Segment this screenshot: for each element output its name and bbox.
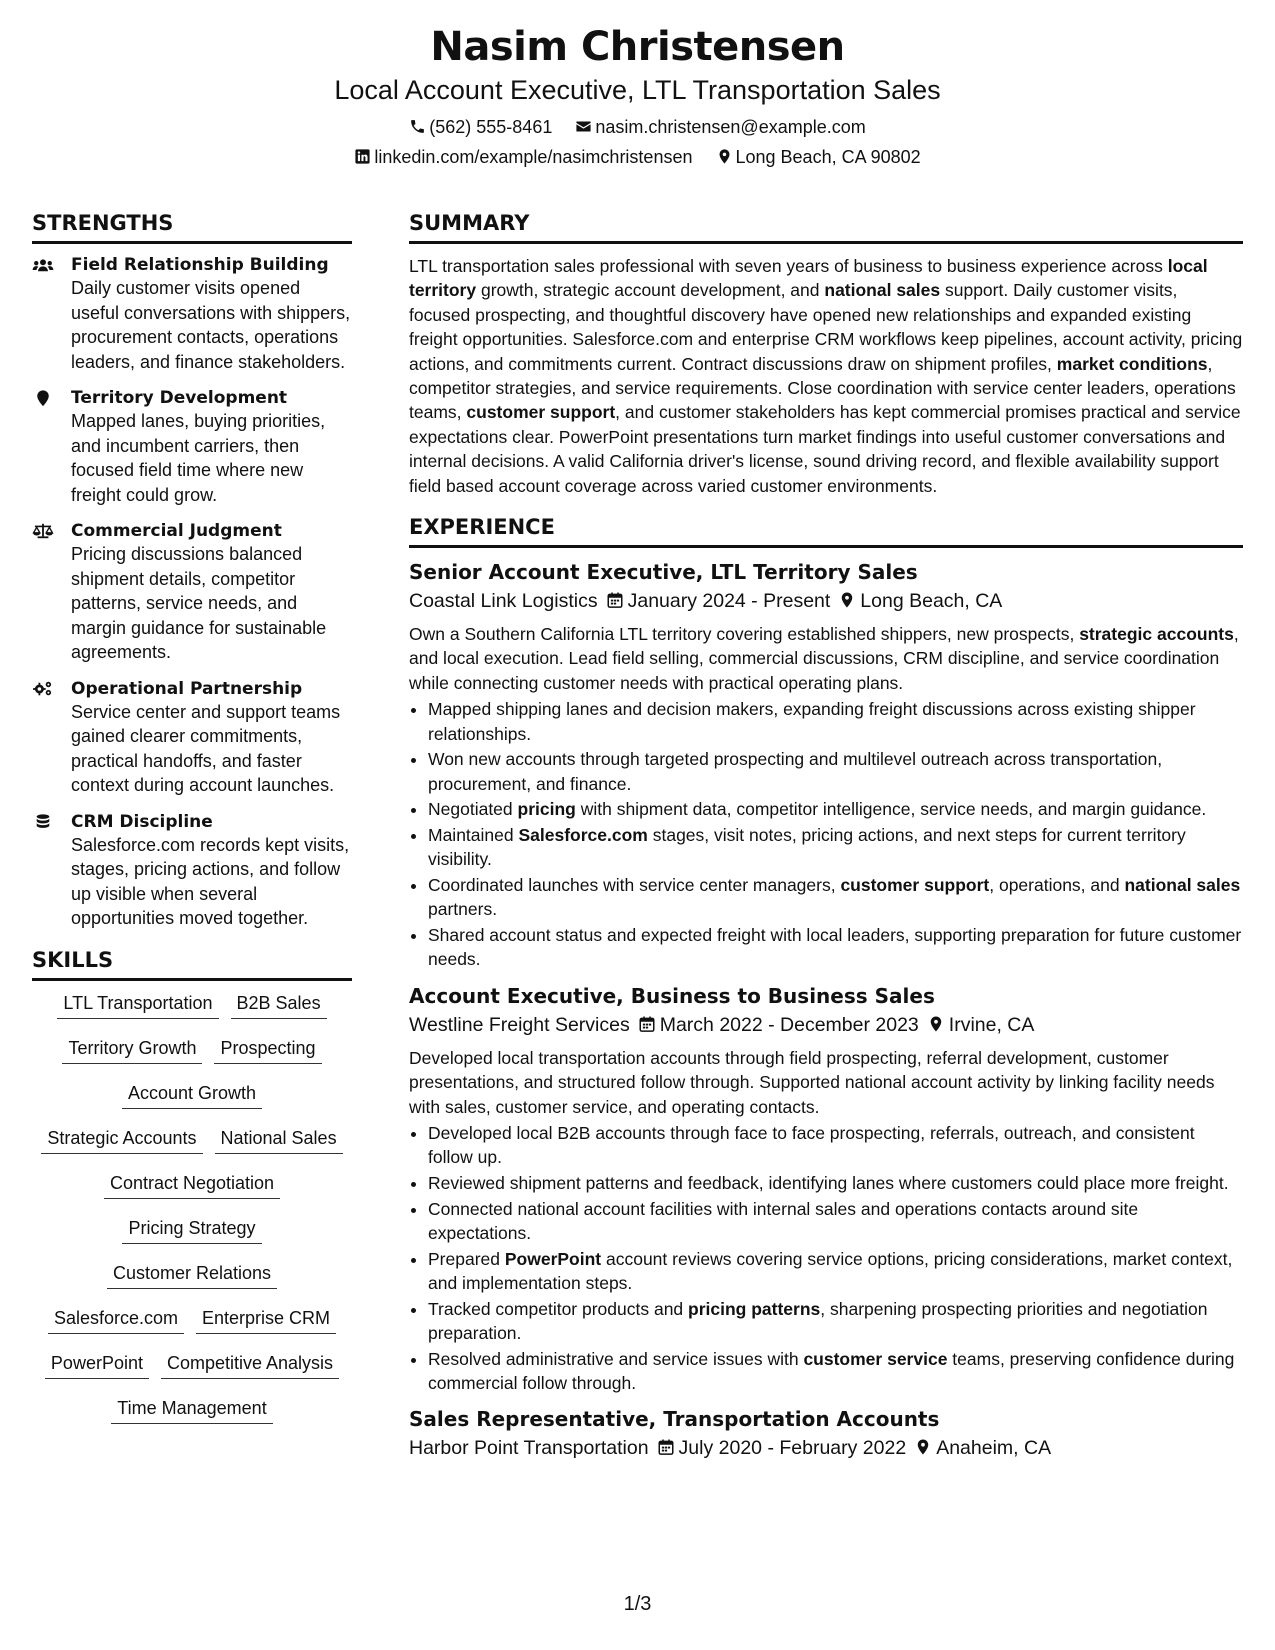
scale-icon bbox=[32, 522, 54, 540]
map-pin-icon bbox=[838, 591, 856, 609]
text-run: Own a Southern California LTL territory covering established shippers, new prospects, bbox=[409, 624, 1080, 645]
job-entry bbox=[409, 558, 1243, 972]
skill-tag: Time Management bbox=[111, 1396, 272, 1424]
bold-keyword: strategic accounts bbox=[1079, 624, 1234, 645]
text-run: account reviews covering service options, pricing considerations, market context, and implementation steps. bbox=[428, 1248, 1233, 1293]
text-run: Developed local B2B accounts through face to face prospecting, referrals, outreach, and consistent follow up. bbox=[428, 1122, 1195, 1168]
bold-keyword: customer support bbox=[840, 874, 990, 895]
job-title: Account Executive, Business to Business Sales bbox=[409, 983, 935, 1008]
skill-row bbox=[32, 991, 352, 1036]
text-run: with shipment data, competitor intelligence, service needs, and margin guidance. bbox=[575, 799, 1207, 820]
text-run: Tracked competitor products and bbox=[428, 1298, 689, 1319]
contact-line-1 bbox=[0, 115, 1275, 139]
job-meta bbox=[409, 586, 1243, 616]
skill-tag: Account Growth bbox=[122, 1081, 262, 1109]
achievement-item bbox=[428, 1171, 1243, 1195]
skill-row bbox=[32, 1306, 352, 1351]
map-pin-icon bbox=[927, 1015, 945, 1033]
job-dates: March 2022 - December 2023 bbox=[659, 1013, 919, 1036]
bold-keyword: market conditions bbox=[1056, 353, 1208, 374]
strength-item bbox=[32, 678, 352, 798]
database-icon bbox=[32, 813, 54, 831]
achievement-item bbox=[428, 1347, 1243, 1396]
job-meta bbox=[409, 1010, 1243, 1040]
phone-contact bbox=[409, 115, 552, 139]
strength-description: Service center and support teams gained clearer commitments, practical handoffs, and faster context during account launches. bbox=[71, 701, 341, 795]
achievement-item bbox=[428, 697, 1243, 746]
left-column bbox=[32, 208, 352, 1441]
email-contact[interactable] bbox=[575, 115, 865, 139]
text-run: , sharpening prospecting priorities and negotiation preparation. bbox=[428, 1298, 1208, 1343]
text-run: LTL transportation sales professional with seven years of business to business experience across bbox=[409, 256, 1168, 276]
strengths-list bbox=[32, 254, 352, 931]
skill-tag: Strategic Accounts bbox=[41, 1126, 202, 1154]
skill-tag: LTL Transportation bbox=[57, 991, 218, 1019]
text-run: Negotiated bbox=[428, 799, 518, 820]
strength-item bbox=[32, 254, 352, 374]
phone-text: (562) 555-8461 bbox=[429, 117, 553, 137]
strength-item bbox=[32, 811, 352, 931]
text-run: Mapped shipping lanes and decision makers, expanding freight discussions across existing shipper relationships. bbox=[428, 699, 1196, 744]
bold-keyword: national sales bbox=[1124, 874, 1241, 895]
skill-row bbox=[32, 1081, 352, 1126]
strength-title: Commercial Judgment bbox=[71, 521, 282, 541]
skill-row bbox=[32, 1216, 352, 1261]
candidate-title: Local Account Executive, LTL Transportation Sales bbox=[334, 75, 941, 105]
skill-row bbox=[32, 1351, 352, 1396]
summary-text bbox=[409, 254, 1243, 498]
map-pin-icon bbox=[716, 148, 733, 165]
skill-tag: Customer Relations bbox=[107, 1261, 277, 1289]
job-title: Sales Representative, Transportation Accounts bbox=[409, 1407, 940, 1432]
achievement-item bbox=[428, 1297, 1243, 1346]
skill-row bbox=[32, 1261, 352, 1306]
text-run: Prepared bbox=[428, 1248, 505, 1269]
location-contact bbox=[716, 145, 921, 169]
achievement-item bbox=[428, 823, 1243, 872]
strength-description: Salesforce.com records kept visits, stages, pricing actions, and follow up visible when several opportunities moved together. bbox=[71, 834, 350, 928]
job-location: Long Beach, CA bbox=[860, 590, 1003, 613]
strength-item bbox=[32, 520, 352, 665]
text-run: partners. bbox=[428, 899, 498, 920]
bold-keyword: pricing bbox=[517, 799, 576, 820]
skill-tag: National Sales bbox=[215, 1126, 343, 1154]
calendar-icon bbox=[606, 591, 624, 609]
map-pin-icon bbox=[32, 389, 54, 407]
skill-tag: Contract Negotiation bbox=[104, 1171, 280, 1199]
text-run: Won new accounts through targeted prospecting and multilevel outreach across transportation, procurement, and finance. bbox=[428, 749, 1163, 794]
achievement-list bbox=[409, 1121, 1243, 1395]
skill-tag: Territory Growth bbox=[62, 1036, 202, 1064]
envelope-icon bbox=[575, 118, 592, 135]
job-title: Senior Account Executive, LTL Territory Sales bbox=[409, 560, 918, 585]
job-description bbox=[409, 1046, 1243, 1119]
calendar-icon bbox=[638, 1015, 656, 1033]
skill-row bbox=[32, 1126, 352, 1171]
linkedin-icon bbox=[354, 148, 371, 165]
text-run: stages, visit notes, pricing actions, and next steps for current territory visibility. bbox=[428, 824, 1186, 870]
strength-item bbox=[32, 387, 352, 507]
job-location: Irvine, CA bbox=[948, 1013, 1035, 1036]
strength-title: Field Relationship Building bbox=[71, 255, 329, 275]
page-number: 1/3 bbox=[623, 1593, 652, 1615]
company-name: Coastal Link Logistics bbox=[409, 590, 598, 613]
achievement-item bbox=[428, 747, 1243, 796]
bold-keyword: customer support bbox=[466, 402, 616, 423]
achievement-item bbox=[428, 1247, 1243, 1296]
text-run: , operations, and bbox=[989, 874, 1125, 895]
achievement-item bbox=[428, 1121, 1243, 1170]
map-pin-icon bbox=[914, 1438, 932, 1456]
bold-keyword: PowerPoint bbox=[504, 1248, 602, 1269]
text-run: Resolved administrative and service issues with bbox=[428, 1348, 804, 1369]
experience-list bbox=[409, 558, 1243, 1463]
skill-row bbox=[32, 1396, 352, 1441]
job-description bbox=[409, 622, 1243, 695]
strength-description: Daily customer visits opened useful conversations with shippers, procurement contacts, operations leaders, and finance stakeholders. bbox=[71, 278, 351, 372]
resume-header bbox=[0, 22, 1275, 169]
job-dates: July 2020 - February 2022 bbox=[678, 1437, 907, 1460]
linkedin-text: linkedin.com/example/nasimchristensen bbox=[374, 147, 693, 167]
achievement-item bbox=[428, 873, 1243, 922]
skill-tag: Enterprise CRM bbox=[196, 1306, 336, 1334]
text-run: Maintained bbox=[428, 824, 519, 845]
bold-keyword: local territory bbox=[409, 256, 1208, 301]
bold-keyword: Salesforce.com bbox=[518, 824, 648, 845]
skill-tag: Pricing Strategy bbox=[122, 1216, 261, 1244]
text-run: Connected national account facilities with internal sales and operations contacts around site expectations. bbox=[428, 1198, 1139, 1243]
bold-keyword: national sales bbox=[824, 280, 941, 301]
text-run: Reviewed shipment patterns and feedback, identifying lanes where customers could place more freight. bbox=[428, 1172, 1229, 1193]
skill-tag: PowerPoint bbox=[45, 1351, 149, 1379]
job-meta bbox=[409, 1433, 1243, 1463]
linkedin-contact[interactable] bbox=[354, 145, 692, 169]
job-dates: January 2024 - Present bbox=[627, 590, 831, 613]
company-name: Westline Freight Services bbox=[409, 1013, 630, 1036]
skill-row bbox=[32, 1036, 352, 1081]
strength-title: Territory Development bbox=[71, 388, 288, 408]
right-column bbox=[409, 208, 1243, 1473]
strength-title: Operational Partnership bbox=[71, 678, 303, 699]
achievement-list bbox=[409, 697, 1243, 971]
contact-line-2 bbox=[0, 145, 1275, 169]
strength-description: Mapped lanes, buying priorities, and incumbent carriers, then focused field time where new freight could grow. bbox=[71, 411, 326, 505]
skill-tag: Salesforce.com bbox=[48, 1306, 184, 1334]
job-location: Anaheim, CA bbox=[936, 1437, 1052, 1460]
phone-icon bbox=[409, 118, 426, 135]
text-run: teams, preserving confidence during commercial follow through. bbox=[428, 1348, 1235, 1393]
job-entry bbox=[409, 1405, 1243, 1463]
text-run: Coordinated launches with service center managers, bbox=[428, 874, 841, 895]
skill-tag: Prospecting bbox=[214, 1036, 321, 1064]
experience-heading: EXPERIENCE bbox=[409, 512, 1243, 548]
achievement-item bbox=[428, 1197, 1243, 1246]
bold-keyword: pricing patterns bbox=[688, 1298, 821, 1319]
text-run: , and customer stakeholders has kept commercial promises practical and service expectations clear. PowerPoint presentations turn market findings into useful customer conversations and internal decisions. A valid California driver's license, sound driving record, and flexible availability support field based account coverage across varied customer environments. bbox=[409, 402, 1241, 496]
achievement-item bbox=[428, 797, 1243, 821]
calendar-icon bbox=[657, 1438, 675, 1456]
strengths-heading: STRENGTHS bbox=[32, 208, 352, 244]
skill-row bbox=[32, 1171, 352, 1216]
strength-title: CRM Discipline bbox=[71, 811, 213, 832]
location-text: Long Beach, CA 90802 bbox=[735, 147, 921, 167]
users-icon bbox=[32, 256, 54, 274]
text-run: , competitor strategies, and service requirements. Close coordination with service center leaders, operations teams, bbox=[409, 353, 1236, 423]
skill-tag: B2B Sales bbox=[231, 991, 327, 1019]
achievement-item bbox=[428, 923, 1243, 972]
skills-heading: SKILLS bbox=[32, 945, 352, 981]
skills-list bbox=[32, 991, 352, 1441]
skill-tag: Competitive Analysis bbox=[161, 1351, 339, 1379]
bold-keyword: customer service bbox=[803, 1348, 948, 1369]
text-run: Shared account status and expected freight with local leaders, supporting preparation for future customer needs. bbox=[428, 924, 1242, 970]
text-run: Developed local transportation accounts through field prospecting, referral development, customer presentations, and structured follow through. Supported national account activity by linking facility needs with sales, customer service, and operating contacts. bbox=[409, 1047, 1215, 1117]
strength-description: Pricing discussions balanced shipment details, competitor patterns, service needs, and margin guidance for sustainable agreements. bbox=[71, 544, 327, 662]
gears-icon bbox=[32, 680, 54, 698]
text-run: support. Daily customer visits, focused prospecting, and thoughtful discovery have opened new relationships and expanded existing freight opportunities. Salesforce.com and enterprise CRM workflows keep pipelines, account activity, pricing actions, and commitments current. Contract discussions draw on shipment profiles, bbox=[409, 280, 1243, 374]
summary-heading: SUMMARY bbox=[409, 208, 1243, 244]
job-entry bbox=[409, 982, 1243, 1396]
candidate-name: Nasim Christensen bbox=[430, 24, 845, 70]
text-run: growth, strategic account development, and bbox=[476, 280, 825, 301]
email-text: nasim.christensen@example.com bbox=[595, 117, 866, 137]
company-name: Harbor Point Transportation bbox=[409, 1437, 649, 1460]
text-run: , and local execution. Lead field selling, commercial discussions, CRM discipline, and service coordination while connecting customer needs with practical operating plans. bbox=[409, 624, 1239, 693]
